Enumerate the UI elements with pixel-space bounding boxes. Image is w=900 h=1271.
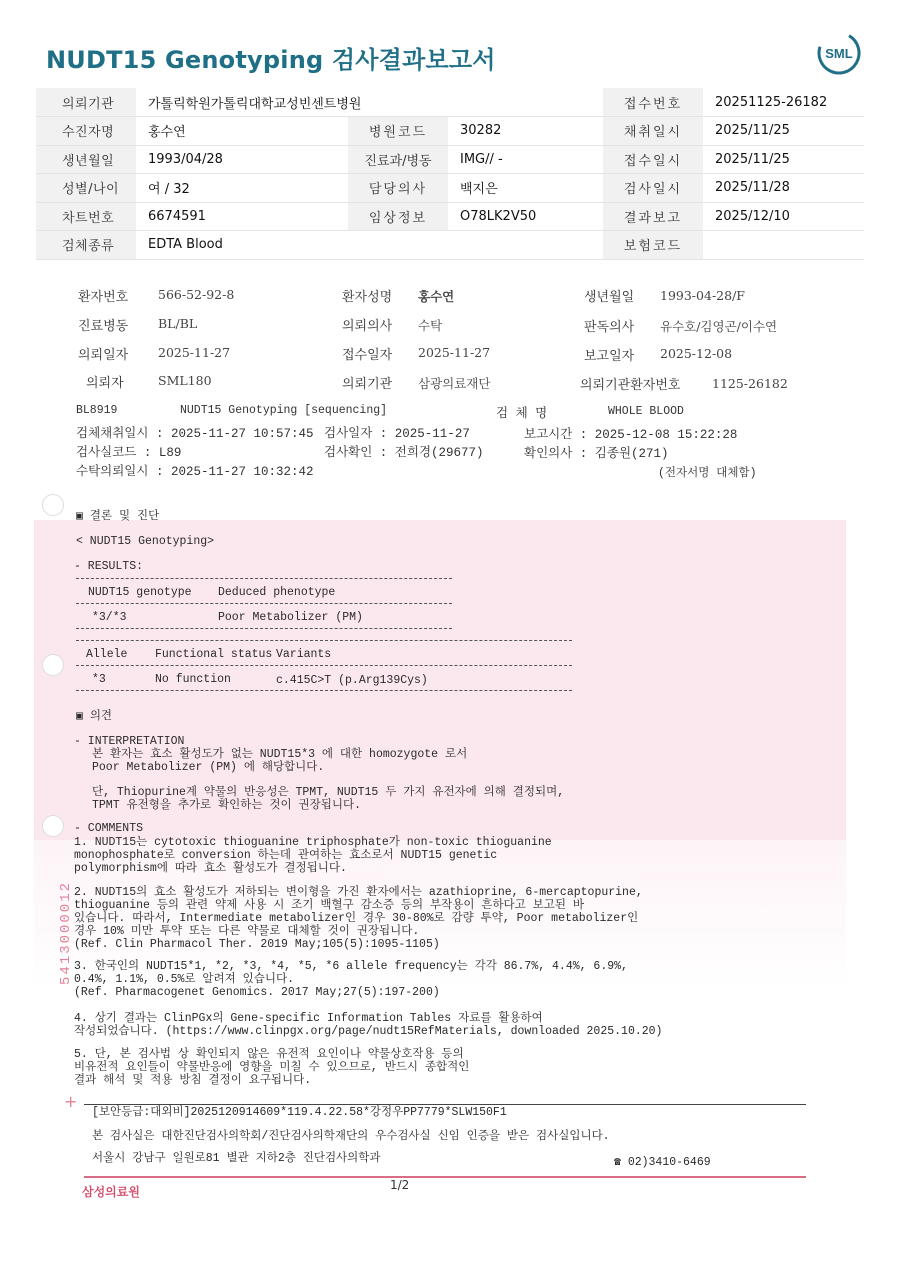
dashed-separator bbox=[76, 665, 572, 666]
patient-label: 의뢰기관 bbox=[342, 377, 393, 392]
side-document-number: 5413000012 bbox=[58, 880, 74, 985]
patient-label: 생년월일 bbox=[584, 290, 635, 305]
interpretation-line: 단, Thiopurine계 약물의 반응성은 TPMT, NUDT15 두 가지 유전자에 의해 결정되며, bbox=[92, 786, 565, 799]
svg-text:SML: SML bbox=[825, 46, 853, 61]
col-header-genotype: NUDT15 genotype bbox=[88, 586, 192, 599]
report-time: 보고시간 : 2025-12-08 15:22:28 bbox=[524, 428, 738, 442]
value-cell: 2025/11/25 bbox=[703, 117, 864, 146]
value-cell: 백지은 bbox=[448, 174, 603, 203]
col-header-allele: Allele bbox=[86, 648, 128, 661]
header-row bbox=[36, 231, 864, 260]
patient-value: 삼광의료재단 bbox=[418, 376, 491, 391]
label-cell: 채취일시 bbox=[603, 117, 703, 146]
lab-phone: ☎ 02)3410-6469 bbox=[614, 1156, 711, 1169]
comment-line: thioguanine 등의 관련 약제 사용 시 조기 백혈구 감소증 등의 부작용이 흔하다고 보고된 바 bbox=[74, 899, 585, 912]
patient-value: 2025-11-27 bbox=[158, 345, 231, 360]
patient-value: 수탁 bbox=[418, 318, 443, 333]
label-cell: 수진자명 bbox=[36, 117, 136, 146]
comment-line: 2. NUDT15의 효소 활성도가 저하되는 변이형을 가진 환자에서는 azathioprine, 6-mercaptopurine, bbox=[74, 886, 643, 899]
test-confirm: 검사확인 : 전희경(29677) bbox=[324, 446, 484, 460]
patient-value: 홍수연 bbox=[418, 289, 455, 304]
report-title: NUDT15 Genotyping 검사결과보고서 bbox=[46, 46, 496, 74]
comment-line: 4. 상기 결과는 ClinPGx의 Gene-specific Information Tables 자료를 활용하여 bbox=[74, 1012, 543, 1025]
value-cell: 홍수연 bbox=[136, 117, 348, 146]
collection-time: 검체채취일시 : 2025-11-27 10:57:45 bbox=[76, 427, 314, 441]
test-name: NUDT15 Genotyping [sequencing] bbox=[180, 404, 388, 417]
label-cell: 임상정보 bbox=[348, 202, 448, 231]
label-cell: 보험코드 bbox=[603, 231, 703, 260]
patient-value: 유수호/김영곤/이수연 bbox=[660, 319, 778, 334]
interpretation-line: TPMT 유전형을 추가로 확인하는 것이 권장됩니다. bbox=[92, 799, 361, 812]
allele-value: *3 bbox=[92, 673, 106, 686]
test-code: BL8919 bbox=[76, 404, 118, 417]
dashed-separator bbox=[76, 690, 572, 691]
col-header-phenotype: Deduced phenotype bbox=[218, 586, 336, 599]
patient-value: 1125-26182 bbox=[712, 376, 788, 391]
comment-line: 결과 해석 및 적용 방침 결정이 요구됩니다. bbox=[74, 1074, 312, 1087]
variant-value: c.415C>T (p.Arg139Cys) bbox=[276, 674, 428, 687]
label-cell: 접수번호 bbox=[603, 88, 703, 117]
label-cell: 접수일시 bbox=[603, 145, 703, 174]
comment-line: (Ref. Clin Pharmacol Ther. 2019 May;105(5):1095-1105) bbox=[74, 938, 440, 951]
comment-line: 3. 한국인의 NUDT15*1, *2, *3, *4, *5, *6 allele frequency는 각각 86.7%, 4.4%, 6.9%, bbox=[74, 960, 628, 973]
header-row bbox=[36, 174, 864, 203]
e-signature-note: (전자서명 대체함) bbox=[658, 467, 757, 480]
col-header-status: Functional status bbox=[155, 648, 273, 661]
subheading: < NUDT15 Genotyping> bbox=[76, 535, 215, 548]
binder-hole bbox=[42, 815, 64, 837]
footer-divider bbox=[84, 1104, 806, 1105]
footer-brand-line bbox=[84, 1176, 806, 1178]
comment-line: 1. NUDT15는 cytotoxic thioguanine triphosphate가 non-toxic thioguanine bbox=[74, 836, 552, 849]
comment-line: 작성되었습니다. (https://www.clinpgx.org/page/nudt15RefMaterials, downloaded 2025.10.20) bbox=[74, 1025, 663, 1038]
value-cell: 2025/11/28 bbox=[703, 174, 864, 203]
value-cell: 여 / 32 bbox=[136, 174, 348, 203]
section-heading-opinion: ▣ 의견 bbox=[76, 710, 113, 723]
comments-label: - COMMENTS bbox=[74, 822, 144, 835]
plus-mark-icon: + bbox=[64, 1092, 78, 1111]
patient-value: 1993-04-28/F bbox=[660, 288, 745, 303]
comment-line: (Ref. Pharmacogenet Genomics. 2017 May;27(5):197-200) bbox=[74, 986, 440, 999]
lab-code: 검사실코드 : L89 bbox=[76, 446, 182, 460]
comment-line: 비유전적 요인들이 약물반응에 영향을 미칠 수 있으므로, 반드시 종합적인 bbox=[74, 1061, 470, 1074]
comment-line: 경우 10% 미만 투약 또는 다른 약물로 대체할 것이 권장됩니다. bbox=[74, 925, 420, 938]
comment-line: 5. 단, 본 검사법 상 확인되지 않은 유전적 요인이나 약물상호작용 등의 bbox=[74, 1048, 464, 1061]
comment-line: 0.4%, 1.1%, 0.5%로 알려져 있습니다. bbox=[74, 973, 294, 986]
confirm-doctor: 확인의사 : 김종원(271) bbox=[524, 447, 669, 461]
label-cell: 담당의사 bbox=[348, 174, 448, 203]
comment-line: polymorphism에 따라 효소 활성도가 결정됩니다. bbox=[74, 862, 347, 875]
label-cell: 의뢰기관 bbox=[36, 88, 136, 117]
specimen-label: 검 체 명 bbox=[496, 407, 548, 421]
patient-label: 의뢰일자 bbox=[78, 348, 129, 363]
dashed-separator bbox=[76, 628, 452, 629]
patient-value: 2025-12-08 bbox=[660, 346, 733, 361]
section-heading-conclusion: ▣ 결론 및 진단 bbox=[76, 510, 160, 523]
dashed-separator bbox=[76, 578, 452, 579]
header-row bbox=[36, 202, 864, 231]
genotype-value: *3/*3 bbox=[92, 611, 127, 624]
value-cell: 가톨릭학원가톨릭대학교성빈센트병원 bbox=[136, 88, 603, 117]
label-cell: 검사일시 bbox=[603, 174, 703, 203]
label-cell: 성별/나이 bbox=[36, 174, 136, 203]
interpretation-line: 본 환자는 효소 활성도가 없는 NUDT15*3 에 대한 homozygote 로서 bbox=[92, 748, 468, 761]
results-label: - RESULTS: bbox=[74, 560, 144, 573]
label-cell: 결과보고 bbox=[603, 202, 703, 231]
hospital-brand: 삼성의료원 bbox=[82, 1185, 140, 1199]
value-cell bbox=[703, 231, 864, 260]
label-cell: 차트번호 bbox=[36, 202, 136, 231]
certification-text: 본 검사실은 대한진단검사의학회/진단검사의학재단의 우수검사실 신임 인증을 받은 검사실입니다. bbox=[92, 1130, 610, 1143]
interpretation-line: Poor Metabolizer (PM) 에 해당합니다. bbox=[92, 761, 325, 774]
lab-address: 서울시 강남구 일원로81 별관 지하2층 진단검사의학과 bbox=[92, 1152, 381, 1165]
request-time: 수탁의뢰일시 : 2025-11-27 10:32:42 bbox=[76, 465, 314, 479]
interpretation-label: - INTERPRETATION bbox=[74, 735, 185, 748]
col-header-variants: Variants bbox=[276, 648, 332, 661]
sml-logo-icon bbox=[816, 30, 862, 76]
header-row bbox=[36, 117, 864, 146]
page-number: 1/2 bbox=[390, 1178, 410, 1192]
patient-label: 환자번호 bbox=[78, 290, 129, 305]
security-line: [보안등급:대외비]2025120914609*119.4.22.58*강정우PP7779*SLW150F1 bbox=[92, 1106, 507, 1119]
patient-label: 의뢰의사 bbox=[342, 319, 393, 334]
comment-line: 있습니다. 따라서, Intermediate metabolizer인 경우 30-80%로 감량 투약, Poor metabolizer인 bbox=[74, 912, 639, 925]
comment-line: monophosphate로 conversion 하는데 관여하는 효소로서 NUDT15 genetic bbox=[74, 849, 498, 862]
header-info-table bbox=[36, 88, 864, 260]
patient-label: 접수일자 bbox=[342, 348, 393, 363]
patient-label: 의뢰자 bbox=[86, 376, 124, 391]
value-cell: O78LK2V50 bbox=[448, 202, 603, 231]
patient-label: 보고일자 bbox=[584, 349, 635, 364]
dashed-separator bbox=[76, 640, 572, 641]
value-cell: 30282 bbox=[448, 117, 603, 146]
patient-value: 566-52-92-8 bbox=[158, 287, 235, 302]
value-cell: IMG// - bbox=[448, 145, 603, 174]
binder-hole bbox=[42, 654, 64, 676]
patient-value: BL/BL bbox=[158, 316, 198, 331]
label-cell: 생년월일 bbox=[36, 145, 136, 174]
value-cell: EDTA Blood bbox=[136, 231, 603, 260]
binder-hole bbox=[42, 494, 64, 516]
patient-label: 환자성명 bbox=[342, 290, 393, 305]
header-row bbox=[36, 88, 864, 117]
label-cell: 검체종류 bbox=[36, 231, 136, 260]
value-cell: 20251125-26182 bbox=[703, 88, 864, 117]
phenotype-value: Poor Metabolizer (PM) bbox=[218, 611, 363, 624]
value-cell: 2025/12/10 bbox=[703, 202, 864, 231]
patient-label: 판독의사 bbox=[584, 320, 635, 335]
dashed-separator bbox=[76, 603, 452, 604]
label-cell: 병원코드 bbox=[348, 117, 448, 146]
status-value: No function bbox=[155, 673, 231, 686]
patient-label: 의뢰기관환자번호 bbox=[580, 378, 681, 393]
patient-value: 2025-11-27 bbox=[418, 345, 491, 360]
header-row bbox=[36, 145, 864, 174]
value-cell: 1993/04/28 bbox=[136, 145, 348, 174]
value-cell: 6674591 bbox=[136, 202, 348, 231]
test-date: 검사일자 : 2025-11-27 bbox=[324, 427, 470, 441]
patient-label: 진료병동 bbox=[78, 319, 129, 334]
label-cell: 진료과/병동 bbox=[348, 145, 448, 174]
patient-value: SML180 bbox=[158, 373, 212, 388]
value-cell: 2025/11/25 bbox=[703, 145, 864, 174]
specimen-value: WHOLE BLOOD bbox=[608, 405, 684, 418]
